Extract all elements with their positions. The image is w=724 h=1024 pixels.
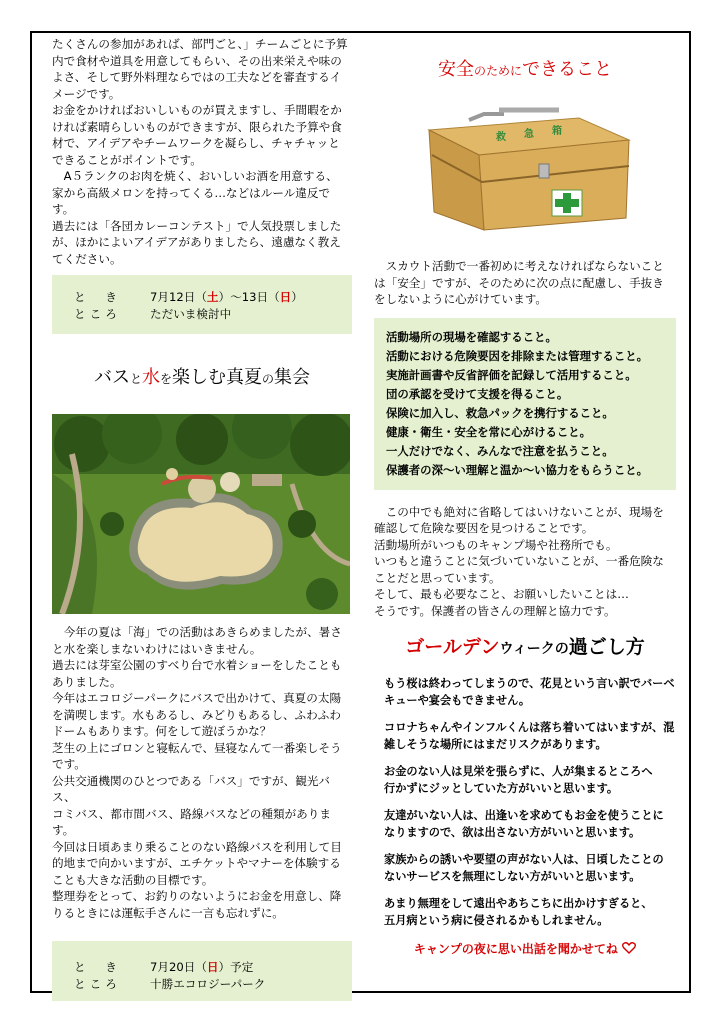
- when-text: ）予定: [218, 960, 254, 974]
- text-line: 的地まで向かいますが、エチケットやマナーを体験する: [52, 856, 341, 870]
- list-item: 保護者の深～い理解と温か～い協力をもらうこと。: [386, 462, 648, 477]
- text-line: 公共交通機関のひとつである「バス」ですが、観光バス、: [52, 773, 331, 804]
- first-aid-label-char: 急: [524, 129, 534, 140]
- section-heading-golden-week: [374, 636, 676, 667]
- text-line: 今回は日頃あまり乗ることのない路線バスを利用して目: [52, 839, 342, 854]
- closing-text: キャンプの夜に思い出話を聞かせてね: [413, 942, 618, 956]
- text-line: 活動場所がいつものキャンプ場や社務所でも。: [374, 537, 618, 552]
- weekday: 日: [206, 960, 219, 974]
- text-line: が、ほかによいアイデアがありましたら、遠慮なく教え: [52, 235, 341, 249]
- text-line: そうです。保護者の皆さんの理解と協力です。: [374, 603, 616, 618]
- text-line: 今年の夏は「海」での活動はあきらめましたが、暑さ: [52, 625, 342, 639]
- first-aid-label-char: 救: [496, 132, 506, 143]
- heading-part: ゴールデン: [405, 636, 500, 658]
- left-column: [52, 36, 352, 1001]
- event-where: [74, 306, 330, 323]
- safety-intro-text: [374, 258, 676, 308]
- text-line: 整理券をとって、お釣りのないようにお金を用意し、降: [52, 889, 342, 903]
- when-text: ）～13日（: [218, 290, 280, 304]
- text-line: 過去には芽室公園のすべり台で水着ショーをしたことも: [52, 658, 342, 672]
- section-heading-safety: [374, 59, 676, 90]
- paragraph: [384, 719, 676, 753]
- event-info-box-1: [52, 275, 352, 334]
- text-line: スカウト活動で一番初めに考えなければならないこと: [374, 259, 664, 273]
- when-label: と き: [74, 290, 121, 304]
- text-line: もう桜は終わってしまうので、花見という言い訳でバーベ: [384, 677, 675, 690]
- closing-message: [374, 941, 676, 958]
- first-aid-kit-icon: [374, 100, 676, 250]
- heading-part: 水: [141, 367, 160, 388]
- where-value: ただいま検討中: [150, 307, 232, 321]
- when-text: 7月12日（: [150, 290, 207, 304]
- text-line: 材で、アイデアやチームワークを凝らし、チャチャッと: [52, 136, 340, 150]
- heading-part: の: [554, 641, 569, 657]
- park-aerial-image: [52, 414, 350, 614]
- heading-part: バス: [93, 367, 130, 388]
- text-line: 行かずにジッとしていた方がいいと思います。: [384, 782, 619, 795]
- list-item: 実施計画書や反省評価を記録して活用すること。: [386, 367, 637, 382]
- bus-water-text: [52, 624, 352, 921]
- text-line: できることがポイントです。: [52, 152, 202, 167]
- event-when: [74, 959, 330, 976]
- heart-icon: [622, 942, 636, 956]
- paragraph: [384, 807, 676, 841]
- text-line: 雑しそうな場所にはまだリスクがあります。: [384, 738, 607, 751]
- heading-part: ウィーク: [499, 641, 555, 657]
- text-line: を満喫します。水もあるし、みどりもあるし、ふわふわ: [52, 707, 341, 722]
- text-line: この中でも絶対に省略してはいけないことが、現場を: [374, 504, 664, 519]
- paragraph: [384, 763, 676, 797]
- first-aid-label-char: 箱: [552, 126, 562, 137]
- text-line: 家から高級メロンを持ってくる…などはルール違反です。: [52, 185, 331, 216]
- text-line: りるときには運転手さんに一言も忘れずに。: [52, 905, 284, 920]
- text-line: 家族からの誘いや要望の声がない人は、日頃したことの: [384, 853, 664, 866]
- list-item: 団の承認を受けて支援を得ること。: [386, 386, 569, 401]
- text-line: は「安全」ですが、そのために次の点に配慮し、手抜き: [374, 275, 664, 290]
- text-line: あまり無理をして遠出やあちこちに出かけすぎると、: [384, 897, 653, 910]
- where-label: ところ: [74, 307, 121, 321]
- text-line: メージです。: [52, 86, 121, 101]
- paragraph: [384, 851, 676, 885]
- text-line: ありました。: [52, 674, 122, 689]
- heading-part: できること: [522, 59, 612, 80]
- safety-checklist: [374, 318, 676, 490]
- text-line: よさ、そして野外料理ならではの工夫などを審査するイ: [52, 70, 342, 84]
- text-line: 内で食材や道具を用意してもらい、その出来栄えや味の: [52, 53, 342, 68]
- text-line: ないサービスを無理にしない方がいいと思います。: [384, 870, 641, 883]
- safety-after-text: [374, 504, 676, 620]
- text-line: 確認して危険な要因を見つけることです。: [374, 521, 594, 535]
- right-column: [374, 36, 676, 958]
- text-line: ければ素晴らしいものができますが、限られた予算や食: [52, 119, 342, 134]
- text-line: たくさんの参加があれば、部門ごと、」チームごとに予算: [52, 37, 348, 51]
- when-text: 7月20日（: [150, 960, 207, 974]
- when-text: ）: [291, 290, 303, 304]
- text-line: ドームもあります。何をして遊ぼうかな？: [52, 724, 272, 738]
- event-when: [74, 289, 330, 306]
- text-line: 芝生の上にゴロンと寝転んで、昼寝なんて一番楽しそう: [52, 740, 342, 755]
- weekday: 土: [206, 290, 219, 304]
- text-line: と水を楽しまないわけにはいきません。: [52, 641, 262, 656]
- list-item: 一人だけでなく、みんなで注意を払うこと。: [386, 443, 614, 458]
- when-label: と き: [74, 960, 121, 974]
- golden-week-text: [374, 675, 676, 929]
- heading-part: を: [159, 372, 172, 386]
- heading-part: と: [129, 372, 142, 386]
- list-item: 保険に加入し、救急パックを携行すること。: [386, 405, 614, 420]
- text-line: コロナちゃんやインフルくんは落ち着いてはいますが、混: [384, 721, 675, 734]
- list-item: 健康・衛生・安全を常に心がけること。: [386, 424, 592, 439]
- weekday: 日: [279, 290, 292, 304]
- paragraph: [384, 675, 676, 709]
- text-line: ことも大きな活動の目標です。: [52, 872, 214, 887]
- text-line: てください。: [52, 251, 122, 266]
- text-line: 過去には「各団カレーコンテスト」で人気投票しました: [52, 218, 342, 233]
- event-where: [74, 976, 330, 993]
- text-line: 今年はエコロジーパークにバスで出かけて、真夏の太陽: [52, 691, 342, 705]
- text-line: をしないように心がけています。: [374, 292, 547, 306]
- text-line: なりますので、欲は出さない方がいいと思います。: [384, 826, 641, 839]
- first-aid-box-image: [374, 100, 676, 250]
- text-line: お金のない人は見栄を張らずに、人が集まるところへ: [384, 765, 653, 778]
- event-info-box-2: [52, 941, 352, 1001]
- where-label: ところ: [74, 977, 121, 991]
- heading-part: の: [262, 372, 275, 386]
- heading-part: のために: [473, 64, 522, 78]
- intro-text: [52, 36, 352, 267]
- section-heading-bus-water: [52, 367, 352, 400]
- text-line: いつもと違うことに気づいていないことが、一番危険な: [374, 554, 664, 568]
- paragraph: [384, 895, 676, 929]
- heading-part: 安全: [437, 59, 474, 80]
- text-line: コミバス、都市間バス、路線バスなどの種類があります。: [52, 806, 331, 837]
- text-line: 五月病という病に侵されるかもしれません。: [384, 914, 609, 927]
- heading-part: 集会: [274, 367, 311, 388]
- heading-part: 楽しむ真夏: [172, 367, 262, 388]
- text-line: お金をかければおいしいものが買えますし、手間暇をか: [52, 103, 342, 117]
- heading-part: 過ごし方: [568, 636, 645, 658]
- text-line: キューや宴会もできません。: [384, 694, 531, 707]
- text-line: ことだと思っています。: [374, 570, 501, 585]
- text-line: A５ランクのお肉を焼く、おいしいお酒を用意する、: [52, 169, 338, 183]
- text-line: です。: [52, 757, 86, 771]
- list-item: 活動場所の現場を確認すること。: [386, 329, 557, 344]
- where-value: 十勝エコロジーパーク: [150, 977, 266, 991]
- text-line: そして、最も必要なこと、お願いしたいことは…: [374, 587, 629, 601]
- park-photo: [52, 414, 350, 614]
- text-line: 友達がいない人は、出逢いを求めてもお金を使うことに: [384, 809, 664, 822]
- list-item: 活動における危険要因を排除または管理すること。: [386, 348, 648, 363]
